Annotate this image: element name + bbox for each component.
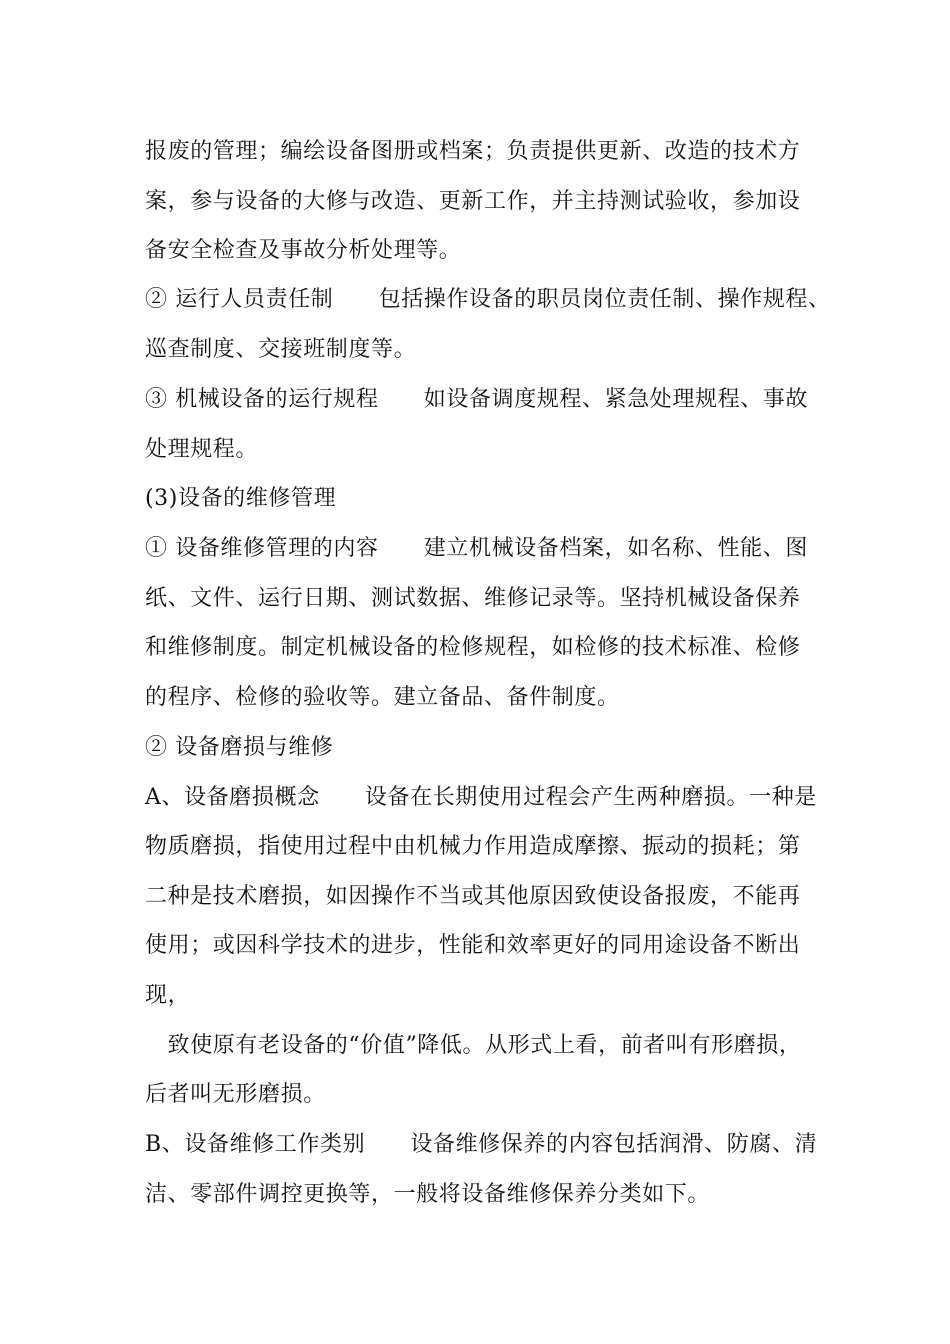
- text-line: ② 设备磨损与维修: [145, 735, 334, 760]
- text-line: 报废的管理；编绘设备图册或档案；负责提供更新、改造的技术方: [145, 139, 801, 164]
- text-line: 致使原有老设备的“价值”降低。从形式上看，前者叫有形磨损，: [145, 1033, 802, 1058]
- text-line: 处理规程。: [145, 437, 259, 462]
- text-line: ① 设备维修管理的内容 建立机械设备档案，如名称、性能、图: [145, 536, 808, 561]
- text-line: 物质磨损，指使用过程中由机械力作用造成摩擦、振动的损耗；第: [145, 834, 801, 859]
- text-line: B、设备维修工作类别 设备维修保养的内容包括润滑、防腐、清: [145, 1132, 818, 1157]
- text-line: ② 运行人员责任制 包括操作设备的职员岗位责任制、操作规程、: [145, 287, 831, 312]
- text-line: ③ 机械设备的运行规程 如设备调度规程、紧急处理规程、事故: [145, 387, 808, 412]
- text-line: 现，: [145, 983, 191, 1008]
- section-heading: (3)设备的维修管理: [145, 486, 337, 511]
- text-line: 后者叫无形磨损。: [145, 1082, 326, 1107]
- text-line: A、设备磨损概念 设备在长期使用过程会产生两种磨损。一种是: [145, 785, 817, 810]
- text-line: 案，参与设备的大修与改造、更新工作，并主持测试验收，参加设: [145, 189, 801, 214]
- text-line: 备安全检查及事故分析处理等。: [145, 238, 462, 263]
- text-line: 使用；或因科学技术的进步，性能和效率更好的同用途设备不断出: [145, 933, 801, 958]
- text-line: 的程序、检修的验收等。建立备品、备件制度。: [145, 685, 620, 710]
- text-line: 和维修制度。制定机械设备的检修规程，如检修的技术标准、检修: [145, 635, 801, 660]
- text-line: 二种是技术磨损，如因操作不当或其他原因致使设备报废，不能再: [145, 884, 801, 909]
- text-line: 洁、零部件调控更换等，一般将设备维修保养分类如下。: [145, 1182, 711, 1207]
- text-line: 巡查制度、交接班制度等。: [145, 337, 417, 362]
- text-line: 纸、文件、运行日期、测试数据、维修记录等。坚持机械设备保养: [145, 586, 801, 611]
